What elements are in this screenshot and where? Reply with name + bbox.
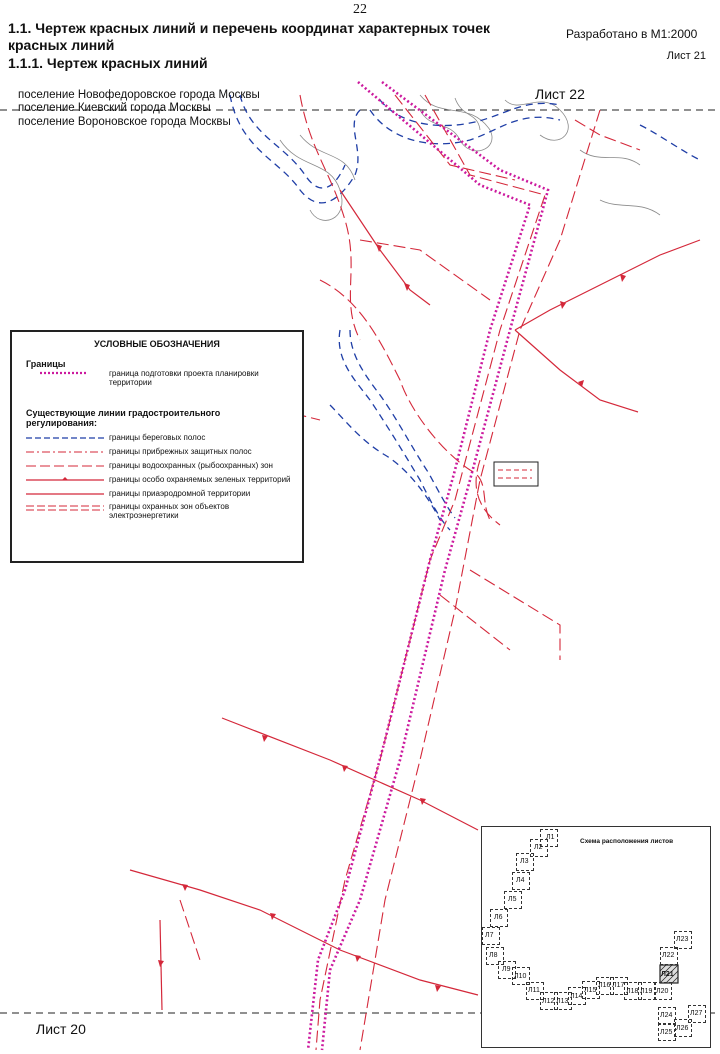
- key-sheet-l4: Л4: [516, 877, 525, 884]
- key-sheet-l3: Л3: [520, 858, 529, 865]
- key-sheet-l1: Л1: [546, 834, 555, 841]
- legend-symbol-coastal-protection: [26, 449, 106, 455]
- legend-label-aerodrome: границы приаэродромной территории: [109, 489, 251, 498]
- key-sheet-l19: Л19: [640, 988, 653, 995]
- key-sheet-l24: Л24: [660, 1012, 673, 1019]
- key-map-title: Схема расположения листов: [580, 838, 674, 845]
- key-sheet-l5: Л5: [508, 896, 517, 903]
- key-sheet-l18: Л18: [626, 988, 639, 995]
- key-sheet-l27: Л27: [690, 1010, 703, 1017]
- sheet-key-map: [481, 826, 711, 1048]
- key-sheet-l8: Л8: [489, 952, 498, 959]
- page-number: 22: [353, 2, 367, 17]
- key-sheet-l2: Л2: [534, 844, 543, 851]
- map-callout-box: [494, 462, 538, 486]
- drawing-subtitle: 1.1.1. Чертеж красных линий: [8, 55, 208, 71]
- key-sheet-l14: Л14: [570, 993, 583, 1000]
- scale-note: Разработано в М1:2000: [566, 27, 698, 41]
- legend-label-shore-strip: границы береговых полос: [109, 433, 206, 442]
- key-sheet-l7: Л7: [485, 932, 494, 939]
- key-sheet-l22: Л22: [662, 952, 675, 959]
- legend-title: УСЛОВНЫЕ ОБОЗНАЧЕНИЯ: [94, 339, 220, 349]
- legend-group-regulation-lines: Существующие линии градостроительного регулирования:: [26, 408, 221, 428]
- key-sheet-l6: Л6: [494, 914, 503, 921]
- legend-symbol-aerodrome: [26, 491, 106, 497]
- legend-symbol-power-zone: [26, 503, 106, 513]
- settlement-label-1: поселение Новофедоровское города Москвы: [18, 89, 260, 101]
- key-sheet-l26: Л26: [676, 1025, 689, 1032]
- key-sheet-l16: Л16: [598, 982, 611, 989]
- key-sheet-l10: Л10: [514, 973, 527, 980]
- legend-label-water-protection: границы водоохранных (рыбоохранных) зон: [109, 461, 273, 470]
- key-sheet-l21-current: Л21: [661, 971, 674, 978]
- key-sheet-l9: Л9: [502, 966, 511, 973]
- map-callout-symbols: [498, 470, 532, 478]
- settlement-label-3: поселение Вороновское города Москвы: [18, 116, 231, 128]
- sheet-number: Лист 21: [666, 50, 706, 62]
- terrain-contours: [280, 95, 660, 220]
- legend-symbol-green-territory: [26, 477, 106, 483]
- adjacent-sheet-bottom: Лист 20: [36, 1021, 86, 1037]
- key-sheet-l12: Л12: [542, 998, 555, 1005]
- adjacent-sheet-top: Лист 22: [535, 86, 585, 102]
- legend-symbol-planning-boundary: [26, 370, 106, 376]
- legend: [10, 330, 304, 563]
- key-sheet-l11: Л11: [528, 987, 540, 994]
- legend-label-coastal-protection: границы прибрежных защитных полос: [109, 447, 252, 456]
- drawing-title: 1.1. Чертеж красных линий и перечень координат характерных точек красных линий: [8, 20, 490, 53]
- settlement-label-2: поселение Киевский города Москвы: [18, 102, 211, 114]
- key-sheet-l20: Л20: [656, 988, 669, 995]
- key-sheet-l13: Л13: [556, 998, 569, 1005]
- legend-group-boundaries: Границы: [26, 359, 66, 369]
- legend-symbol-water-protection: [26, 463, 106, 469]
- key-sheet-l23: Л23: [676, 936, 689, 943]
- legend-label-power-zone: границы охранных зон объектов электроэнергетики: [109, 502, 230, 520]
- legend-label-green-territory: границы особо охраняемых зеленых территорий: [109, 475, 291, 484]
- legend-label-planning-boundary: граница подготовки проекта планировки территории: [109, 369, 259, 387]
- legend-symbol-shore-strip: [26, 435, 106, 441]
- key-sheet-l15: Л15: [584, 987, 597, 994]
- key-sheet-l25: Л25: [660, 1029, 673, 1036]
- key-sheet-l17: Л17: [612, 982, 625, 989]
